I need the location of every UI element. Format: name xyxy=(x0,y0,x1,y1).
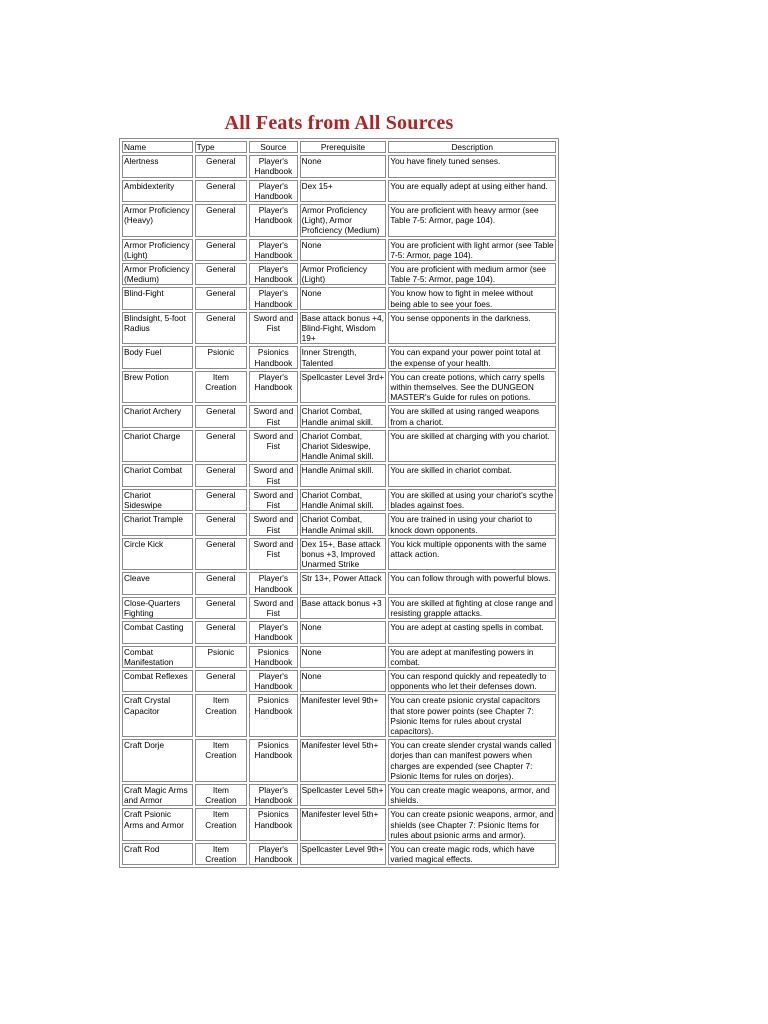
cell-description: You can create magic rods, which have varied magical effects. xyxy=(388,843,556,865)
cell-prerequisite: Manifester level 9th+ xyxy=(300,694,387,737)
cell-source: Player's Handbook xyxy=(249,180,297,202)
cell-prerequisite: Inner Strength, Talented xyxy=(300,346,387,368)
cell-prerequisite: Manifester level 5th+ xyxy=(300,808,387,841)
cell-name: Combat Reflexes xyxy=(122,670,193,692)
cell-name: Craft Crystal Capacitor xyxy=(122,694,193,737)
table-row xyxy=(122,464,556,486)
cell-description: You kick multiple opponents with the same attack action. xyxy=(388,538,556,571)
cell-type: General xyxy=(195,572,247,594)
column-header-description: Description xyxy=(388,141,556,153)
cell-source: Sword and Fist xyxy=(249,489,297,511)
table-row xyxy=(122,538,556,571)
cell-source: Sword and Fist xyxy=(249,430,297,463)
cell-prerequisite: None xyxy=(300,621,387,643)
cell-prerequisite: Chariot Combat, Handle Animal skill. xyxy=(300,489,387,511)
cell-type: General xyxy=(195,538,247,571)
table-row xyxy=(122,670,556,692)
cell-description: You are adept at manifesting powers in combat. xyxy=(388,646,556,668)
table-row xyxy=(122,694,556,737)
table-header-row xyxy=(122,141,556,153)
cell-prerequisite: Armor Proficiency (Light) xyxy=(300,263,387,285)
cell-name: Combat Casting xyxy=(122,621,193,643)
cell-name: Blind-Fight xyxy=(122,287,193,309)
feats-table xyxy=(119,138,559,868)
cell-description: You sense opponents in the darkness. xyxy=(388,312,556,345)
cell-description: You can create psionic weapons, armor, and shields (see Chapter 7: Psionic Items for rules about psionic arms and armor). xyxy=(388,808,556,841)
cell-description: You are skilled at fighting at close range and resisting grapple attacks. xyxy=(388,597,556,619)
cell-description: You are proficient with heavy armor (see Table 7-5: Armor, page 104). xyxy=(388,204,556,237)
cell-prerequisite: None xyxy=(300,287,387,309)
cell-prerequisite: Armor Proficiency (Light), Armor Proficiency (Medium) xyxy=(300,204,387,237)
cell-source: Player's Handbook xyxy=(249,239,297,261)
table-row xyxy=(122,312,556,345)
cell-type: Item Creation xyxy=(195,739,247,782)
cell-prerequisite: None xyxy=(300,239,387,261)
cell-name: Brew Potion xyxy=(122,371,193,404)
cell-type: Item Creation xyxy=(195,784,247,806)
cell-type: General xyxy=(195,621,247,643)
cell-prerequisite: Spellcaster Level 3rd+ xyxy=(300,371,387,404)
cell-source: Psionics Handbook xyxy=(249,808,297,841)
cell-description: You are trained in using your chariot to knock down opponents. xyxy=(388,513,556,535)
cell-type: General xyxy=(195,239,247,261)
table-row xyxy=(122,430,556,463)
cell-description: You can create potions, which carry spells within themselves. See the DUNGEON MASTER's Guide for rules on potions. xyxy=(388,371,556,404)
cell-type: General xyxy=(195,287,247,309)
cell-source: Sword and Fist xyxy=(249,513,297,535)
cell-prerequisite: Handle Animal skill. xyxy=(300,464,387,486)
table-row xyxy=(122,513,556,535)
cell-source: Sword and Fist xyxy=(249,464,297,486)
cell-type: Item Creation xyxy=(195,694,247,737)
cell-description: You can create psionic crystal capacitors that store power points (see Chapter 7: Psionic Items for rules about crystal capacitors). xyxy=(388,694,556,737)
table-row xyxy=(122,597,556,619)
cell-type: General xyxy=(195,430,247,463)
cell-name: Combat Manifestation xyxy=(122,646,193,668)
column-header-name: Name xyxy=(122,141,193,153)
cell-description: You are proficient with medium armor (see Table 7-5: Armor, page 104). xyxy=(388,263,556,285)
cell-source: Psionics Handbook xyxy=(249,694,297,737)
table-row xyxy=(122,784,556,806)
cell-description: You have finely tuned senses. xyxy=(388,155,556,177)
cell-type: General xyxy=(195,489,247,511)
cell-prerequisite: Str 13+, Power Attack xyxy=(300,572,387,594)
table-row xyxy=(122,263,556,285)
cell-description: You can follow through with powerful blows. xyxy=(388,572,556,594)
cell-type: General xyxy=(195,155,247,177)
table-row xyxy=(122,346,556,368)
cell-type: Item Creation xyxy=(195,843,247,865)
cell-source: Player's Handbook xyxy=(249,287,297,309)
cell-description: You are proficient with light armor (see Table 7-5: Armor, page 104). xyxy=(388,239,556,261)
cell-prerequisite: Chariot Combat, Chariot Sideswipe, Handle Animal skill. xyxy=(300,430,387,463)
cell-prerequisite: Spellcaster Level 5th+ xyxy=(300,784,387,806)
cell-name: Circle Kick xyxy=(122,538,193,571)
table-row xyxy=(122,739,556,782)
cell-prerequisite: None xyxy=(300,646,387,668)
cell-prerequisite: None xyxy=(300,155,387,177)
cell-prerequisite: Base attack bonus +4, Blind-Fight, Wisdom 19+ xyxy=(300,312,387,345)
cell-type: Psionic xyxy=(195,346,247,368)
cell-name: Chariot Sideswipe xyxy=(122,489,193,511)
cell-prerequisite: Dex 15+, Base attack bonus +3, Improved Unarmed Strike xyxy=(300,538,387,571)
cell-name: Craft Dorje xyxy=(122,739,193,782)
cell-source: Player's Handbook xyxy=(249,670,297,692)
column-header-type: Type xyxy=(195,141,247,153)
table-row xyxy=(122,646,556,668)
cell-prerequisite: Dex 15+ xyxy=(300,180,387,202)
cell-name: Body Fuel xyxy=(122,346,193,368)
cell-source: Psionics Handbook xyxy=(249,346,297,368)
cell-name: Chariot Combat xyxy=(122,464,193,486)
cell-name: Blindsight, 5-foot Radius xyxy=(122,312,193,345)
cell-type: General xyxy=(195,204,247,237)
table-row xyxy=(122,155,556,177)
cell-source: Player's Handbook xyxy=(249,371,297,404)
table-row xyxy=(122,239,556,261)
column-header-source: Source xyxy=(249,141,297,153)
cell-description: You are skilled in chariot combat. xyxy=(388,464,556,486)
cell-type: General xyxy=(195,180,247,202)
feats-table-container xyxy=(119,138,559,895)
table-row xyxy=(122,204,556,237)
cell-prerequisite: None xyxy=(300,670,387,692)
cell-name: Chariot Trample xyxy=(122,513,193,535)
cell-name: Ambidexterity xyxy=(122,180,193,202)
cell-source: Psionics Handbook xyxy=(249,739,297,782)
table-row xyxy=(122,287,556,309)
document-title: All Feats from All Sources xyxy=(224,112,454,134)
table-row xyxy=(122,489,556,511)
table-row xyxy=(122,572,556,594)
cell-prerequisite: Chariot Combat, Handle Animal skill. xyxy=(300,513,387,535)
cell-prerequisite: Base attack bonus +3 xyxy=(300,597,387,619)
cell-source: Sword and Fist xyxy=(249,405,297,427)
cell-description: You can respond quickly and repeatedly to opponents who let their defenses down. xyxy=(388,670,556,692)
cell-description: You can create magic weapons, armor, and shields. xyxy=(388,784,556,806)
cell-name: Close-Quarters Fighting xyxy=(122,597,193,619)
cell-type: Item Creation xyxy=(195,371,247,404)
cell-type: General xyxy=(195,312,247,345)
cell-name: Alertness xyxy=(122,155,193,177)
cell-description: You are skilled at using your chariot's scythe blades against foes. xyxy=(388,489,556,511)
cell-source: Psionics Handbook xyxy=(249,646,297,668)
cell-type: General xyxy=(195,597,247,619)
cell-source: Sword and Fist xyxy=(249,312,297,345)
cell-name: Armor Proficiency (Light) xyxy=(122,239,193,261)
cell-source: Player's Handbook xyxy=(249,572,297,594)
cell-type: Psionic xyxy=(195,646,247,668)
cell-type: General xyxy=(195,670,247,692)
table-body xyxy=(122,155,556,865)
cell-description: You are adept at casting spells in combat. xyxy=(388,621,556,643)
cell-description: You can expand your power point total at the expense of your health. xyxy=(388,346,556,368)
cell-prerequisite: Spellcaster Level 9th+ xyxy=(300,843,387,865)
cell-source: Player's Handbook xyxy=(249,155,297,177)
cell-prerequisite: Manifester level 5th+ xyxy=(300,739,387,782)
cell-description: You can create slender crystal wands called dorjes than can manifest powers when charges are expended (see Chapter 7: Psionic Items for rules on dorjes). xyxy=(388,739,556,782)
cell-description: You know how to fight in melee without being able to see your foes. xyxy=(388,287,556,309)
cell-description: You are skilled at using ranged weapons from a chariot. xyxy=(388,405,556,427)
cell-source: Player's Handbook xyxy=(249,263,297,285)
cell-name: Craft Magic Arms and Armor xyxy=(122,784,193,806)
cell-name: Chariot Charge xyxy=(122,430,193,463)
cell-type: General xyxy=(195,263,247,285)
cell-name: Armor Proficiency (Heavy) xyxy=(122,204,193,237)
column-header-prerequisite: Prerequisite xyxy=(300,141,387,153)
cell-prerequisite: Chariot Combat, Handle animal skill. xyxy=(300,405,387,427)
table-row xyxy=(122,371,556,404)
cell-type: General xyxy=(195,464,247,486)
cell-type: General xyxy=(195,513,247,535)
cell-source: Player's Handbook xyxy=(249,204,297,237)
cell-type: General xyxy=(195,405,247,427)
table-row xyxy=(122,180,556,202)
cell-source: Player's Handbook xyxy=(249,621,297,643)
cell-source: Player's Handbook xyxy=(249,784,297,806)
cell-name: Armor Proficiency (Medium) xyxy=(122,263,193,285)
cell-description: You are skilled at charging with you chariot. xyxy=(388,430,556,463)
table-row xyxy=(122,621,556,643)
table-row xyxy=(122,808,556,841)
cell-name: Craft Rod xyxy=(122,843,193,865)
cell-name: Cleave xyxy=(122,572,193,594)
cell-description: You are equally adept at using either hand. xyxy=(388,180,556,202)
cell-name: Chariot Archery xyxy=(122,405,193,427)
table-row xyxy=(122,843,556,865)
table-row xyxy=(122,405,556,427)
cell-type: Item Creation xyxy=(195,808,247,841)
cell-name: Craft Psionic Arms and Armor xyxy=(122,808,193,841)
cell-source: Player's Handbook xyxy=(249,843,297,865)
cell-source: Sword and Fist xyxy=(249,538,297,571)
cell-source: Sword and Fist xyxy=(249,597,297,619)
